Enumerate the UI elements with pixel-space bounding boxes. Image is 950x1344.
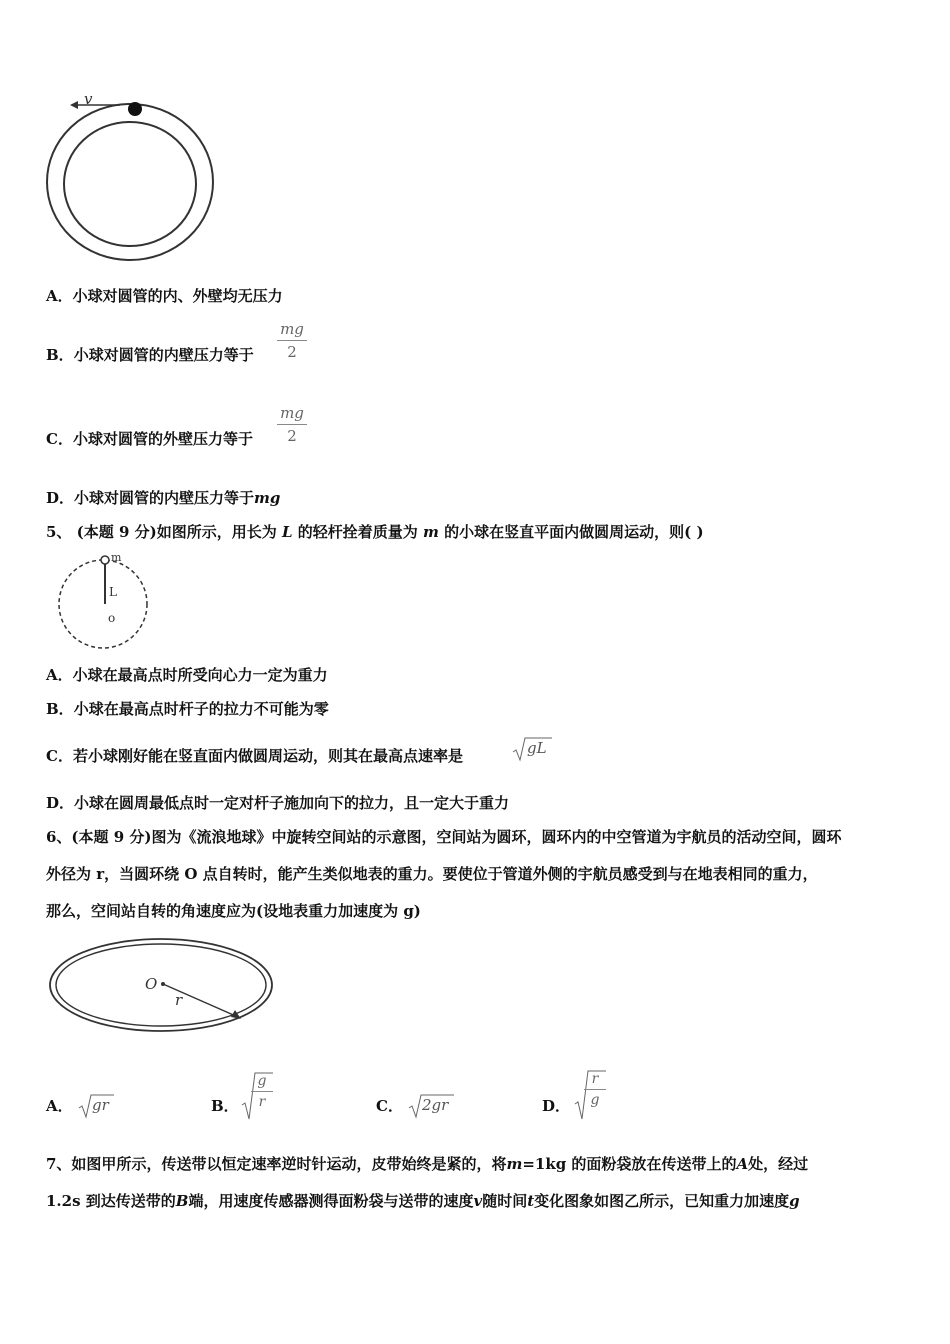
option-letter: C．	[376, 1097, 403, 1115]
velocity-arrowhead	[70, 101, 78, 109]
q4-b-fraction	[277, 320, 307, 361]
q4-option-d	[46, 488, 280, 508]
option-letter: D．	[46, 489, 75, 507]
option-letter: C．	[46, 747, 73, 765]
option-letter: A．	[46, 666, 73, 684]
dashed-path-circle	[59, 560, 147, 648]
q6-stem-line2: 外径为 r，当圆环绕 O 点自转时，能产生类似地表的重力。要使位于管道外侧的宇航员感受到与在地表相同的重力，	[46, 865, 818, 883]
question-number: 5、	[46, 523, 72, 541]
option-letter: B．	[46, 346, 74, 364]
option-text: 小球对圆管的内、外壁均无压力	[72, 287, 283, 305]
stem-math: L	[281, 523, 293, 541]
stem-math: v	[473, 1192, 483, 1210]
fraction-numerator: mg	[280, 320, 304, 338]
stem-text: 的轻杆拴着质量为	[297, 523, 418, 541]
tube-figure	[40, 92, 225, 267]
stem-math: B	[175, 1192, 189, 1210]
q5-option-b	[46, 699, 329, 719]
rod-ball	[101, 556, 109, 564]
stem-text: 随时间	[482, 1192, 528, 1210]
q6-stem-line1: 6、(本题 9 分)图为《流浪地球》中旋转空间站的示意图，空间站为圆环，圆环内的中空管道为宇航员的活动空间，圆环	[46, 828, 842, 846]
stem-text: 7、如图甲所示，传送带以恒定速率逆时针运动，皮带始终是紧的，将	[46, 1155, 507, 1173]
q5-option-d	[46, 793, 509, 813]
q6-option-a	[46, 1096, 73, 1116]
option-letter: B．	[211, 1097, 239, 1115]
q4-c-fraction	[277, 404, 307, 445]
option-text: 小球在最高点时杆子的拉力不可能为零	[73, 700, 329, 718]
stem-math: A	[736, 1155, 749, 1173]
q4-option-c	[46, 429, 253, 449]
radicand: gL	[527, 739, 547, 757]
tube-outer-circle	[47, 104, 213, 260]
q5-stem	[46, 522, 704, 542]
option-text: 小球对圆管的内壁压力等于	[73, 346, 254, 364]
option-letter: C．	[46, 430, 73, 448]
option-text: 小球在圆周最低点时一定对杆子施加向下的拉力，且一定大于重力	[74, 794, 510, 812]
option-letter: A．	[46, 287, 73, 305]
radicand: gr	[92, 1096, 109, 1114]
stem-text: (本题 9 分)如图所示，用长为	[76, 523, 277, 541]
option-letter: D．	[542, 1097, 571, 1115]
stem-math: m	[506, 1155, 523, 1173]
q5-option-c	[46, 746, 463, 766]
stem-math: t	[527, 1192, 535, 1210]
fraction-denominator: 2	[287, 343, 297, 361]
q6-option-d	[542, 1096, 570, 1116]
q5-option-a	[46, 665, 328, 685]
option-math: mg	[254, 489, 281, 507]
fraction-numerator: g	[257, 1073, 267, 1089]
mass-label: m	[111, 551, 122, 564]
option-text: 小球在最高点时所受向心力一定为重力	[72, 666, 328, 684]
option-letter: B．	[46, 700, 74, 718]
option-text: 小球对圆管的内壁压力等于	[74, 489, 255, 507]
length-label: L	[109, 585, 117, 599]
q4-option-b	[46, 345, 254, 365]
center-label: o	[108, 611, 116, 625]
q7-stem-line1	[46, 1154, 808, 1174]
q4-option-a	[46, 286, 283, 306]
stem-text: 变化图象如图乙所示，已知重力加速度	[534, 1192, 790, 1210]
stem-text: 的小球在竖直平面内做圆周运动，则( )	[444, 523, 704, 541]
velocity-label: v	[84, 92, 93, 108]
stem-text: 处，经过	[748, 1155, 809, 1173]
q6-stem-line3: 那么，空间站自转的角速度应为(设地表重力加速度为 g)	[46, 902, 421, 920]
option-letter: A．	[46, 1097, 73, 1115]
ball	[128, 102, 142, 116]
fraction-denominator: 2	[287, 427, 297, 445]
fraction-denominator: g	[590, 1092, 600, 1108]
stem-text: 端，用速度传感器测得面粉袋与送带的速度	[188, 1192, 474, 1210]
tube-inner-circle	[64, 122, 196, 246]
q6-option-c	[376, 1096, 403, 1116]
fraction-numerator: r	[591, 1071, 599, 1087]
stem-math: g	[789, 1192, 800, 1210]
stem-text: =1kg 的面粉袋放在传送带上的	[522, 1155, 737, 1173]
radius-arrowhead	[231, 1010, 241, 1019]
center-label: O	[145, 975, 158, 993]
radicand: 2gr	[422, 1096, 449, 1114]
q7-stem-line2	[46, 1191, 800, 1211]
option-letter: D．	[46, 794, 75, 812]
q6-option-b	[211, 1096, 239, 1116]
option-text: 若小球刚好能在竖直面内做圆周运动，则其在最高点速率是	[72, 747, 463, 765]
stem-math: m	[423, 523, 439, 541]
radius-label: r	[175, 991, 183, 1009]
rod-figure	[55, 550, 155, 650]
fraction-numerator: mg	[280, 404, 304, 422]
ring-figure	[48, 935, 278, 1035]
option-text: 小球对圆管的外壁压力等于	[72, 430, 253, 448]
fraction-denominator: r	[258, 1094, 266, 1110]
stem-text: 1.2s 到达传送带的	[46, 1192, 176, 1210]
